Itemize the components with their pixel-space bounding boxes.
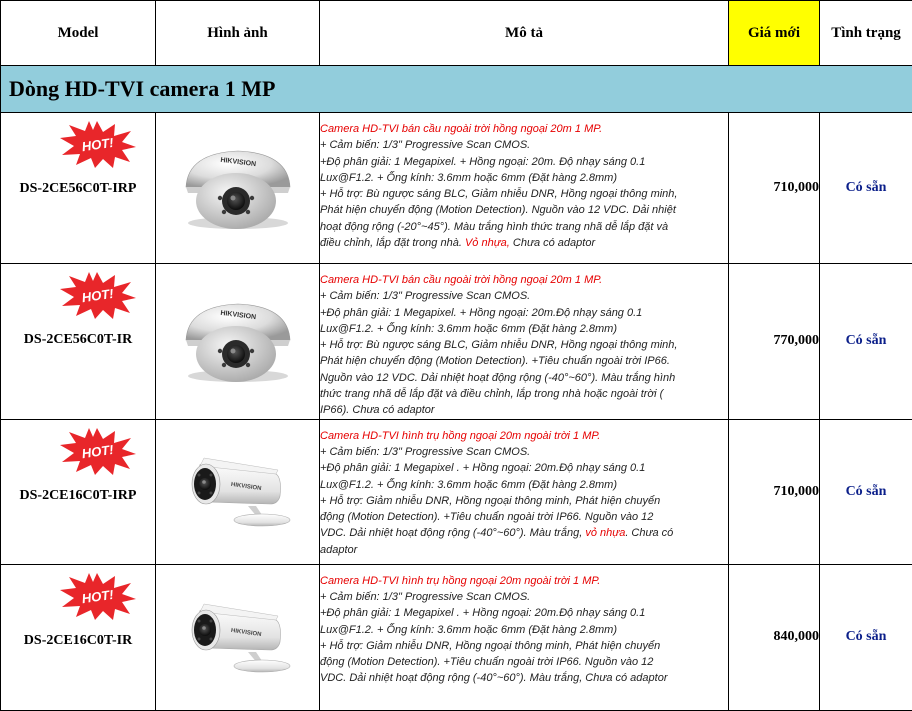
desc-line: + Cảm biến: 1/3" Progressive Scan CMOS. bbox=[320, 137, 728, 153]
dome-camera-image bbox=[178, 294, 298, 384]
desc-line: +Độ phân giải: 1 Megapixel. + Hồng ngoại: 20m.Độ nhạy sáng 0.1 bbox=[320, 305, 728, 321]
description-cell bbox=[320, 419, 729, 564]
desc-text: Chưa có adaptor bbox=[510, 237, 595, 249]
table-row bbox=[1, 113, 912, 264]
bullet-camera-image bbox=[178, 590, 298, 680]
header-description: Mô tả bbox=[320, 1, 729, 66]
table-row bbox=[1, 419, 912, 564]
desc-line: động (Motion Detection). +Tiêu chuẩn ngoài trời IP66. Nguồn vào 12 bbox=[320, 509, 728, 525]
brand-label: HIKVISION bbox=[230, 628, 261, 638]
header-image: Hình ảnh bbox=[156, 1, 320, 66]
desc-line: +Độ phân giải: 1 Megapixel. + Hồng ngoại: 20m. Độ nhạy sáng 0.1 bbox=[320, 154, 728, 170]
desc-text: điều chỉnh, lắp đặt trong nhà. bbox=[320, 237, 465, 249]
desc-line: Lux@F1.2. + Ống kính: 3.6mm hoặc 6mm (Đặt hàng 2.8mm) bbox=[320, 321, 728, 337]
description-cell bbox=[320, 264, 729, 420]
desc-line: + Hỗ trợ: Bù ngược sáng BLC, Giảm nhiễu DNR, Hồng ngoại thông minh, bbox=[320, 186, 728, 202]
price-cell: 710,000 bbox=[729, 113, 820, 264]
desc-line: Lux@F1.2. + Ống kính: 3.6mm hoặc 6mm (Đặt hàng 2.8mm) bbox=[320, 477, 728, 493]
desc-highlight: vỏ nhựa bbox=[585, 527, 625, 539]
header-status: Tình trạng bbox=[820, 1, 912, 66]
hot-badge-icon bbox=[57, 119, 137, 169]
desc-line: hoạt động rộng (-20°~45°). Màu trắng hình thức trang nhã dễ lắp đặt và bbox=[320, 219, 728, 235]
desc-line: IP66). Chưa có adaptor bbox=[320, 402, 728, 418]
desc-line: + Hỗ trợ: Giảm nhiễu DNR, Hồng ngoại thông minh, Phát hiện chuyển bbox=[320, 493, 728, 509]
model-label: DS-2CE56C0T-IR bbox=[1, 332, 155, 348]
brand-label: HIKVISION bbox=[219, 310, 255, 321]
desc-line: + Hỗ trợ: Giảm nhiễu DNR, Hồng ngoại thông minh, Phát hiện chuyển bbox=[320, 638, 728, 654]
brand-label: HIKVISION bbox=[230, 482, 261, 492]
dome-camera-image bbox=[178, 141, 298, 231]
desc-title: Camera HD-TVI hình trụ hồng ngoại 20m ngoài trời 1 MP. bbox=[320, 420, 728, 444]
desc-text: VDC. Dải nhiệt hoạt động rộng (-40°~60°). Màu trắng, bbox=[320, 527, 585, 539]
desc-text: . Chưa có bbox=[625, 527, 673, 539]
desc-title: Camera HD-TVI bán cầu ngoài trời hồng ngoại 20m 1 MP. bbox=[320, 113, 728, 137]
desc-line: thức trang nhã dễ lắp đặt và điều chỉnh, lắp trong nhà hoặc ngoài trời ( bbox=[320, 386, 728, 402]
status-cell: Có sẵn bbox=[820, 113, 912, 264]
desc-line: + Hỗ trợ: Bù ngược sáng BLC, Giảm nhiễu DNR, Hồng ngoại thông minh, bbox=[320, 337, 728, 353]
desc-line: động (Motion Detection). +Tiêu chuẩn ngoài trời IP66. Nguồn vào 12 bbox=[320, 654, 728, 670]
model-label: DS-2CE56C0T-IRP bbox=[1, 181, 155, 197]
desc-line: + Cảm biến: 1/3" Progressive Scan CMOS. bbox=[320, 288, 728, 304]
desc-line bbox=[320, 525, 728, 541]
desc-line: + Cảm biến: 1/3" Progressive Scan CMOS. bbox=[320, 444, 728, 460]
desc-line: Lux@F1.2. + Ống kính: 3.6mm hoặc 6mm (Đặt hàng 2.8mm) bbox=[320, 170, 728, 186]
desc-title: Camera HD-TVI hình trụ hồng ngoại 20m ngoài trời 1 MP. bbox=[320, 565, 728, 589]
description-cell bbox=[320, 113, 729, 264]
price-cell: 710,000 bbox=[729, 419, 820, 564]
model-cell bbox=[1, 264, 156, 420]
bullet-camera-image bbox=[178, 444, 298, 534]
status-cell: Có sẵn bbox=[820, 564, 912, 710]
description-cell bbox=[320, 564, 729, 710]
group-row bbox=[1, 66, 912, 113]
desc-highlight: Vỏ nhựa, bbox=[465, 237, 510, 249]
header-row bbox=[1, 1, 912, 66]
image-cell bbox=[156, 564, 320, 710]
status-cell: Có sẵn bbox=[820, 419, 912, 564]
group-title: Dòng HD-TVI camera 1 MP bbox=[1, 66, 912, 113]
desc-line: Phát hiện chuyển động (Motion Detection). +Tiêu chuẩn ngoài trời IP66. bbox=[320, 353, 728, 369]
hot-label: HOT! bbox=[81, 586, 115, 605]
header-model: Model bbox=[1, 1, 156, 66]
desc-line: + Cảm biến: 1/3" Progressive Scan CMOS. bbox=[320, 589, 728, 605]
image-cell bbox=[156, 264, 320, 420]
hot-label: HOT! bbox=[81, 441, 115, 460]
desc-line: VDC. Dải nhiệt hoạt động rộng (-40°~60°). Màu trắng, Chưa có adaptor bbox=[320, 670, 728, 686]
model-cell bbox=[1, 564, 156, 710]
table-row bbox=[1, 564, 912, 710]
desc-line: adaptor bbox=[320, 542, 728, 558]
model-label: DS-2CE16C0T-IR bbox=[1, 633, 155, 649]
desc-title: Camera HD-TVI bán cầu ngoài trời hồng ngoại 20m 1 MP. bbox=[320, 264, 728, 288]
image-cell bbox=[156, 113, 320, 264]
hot-label: HOT! bbox=[81, 135, 115, 154]
price-cell: 770,000 bbox=[729, 264, 820, 420]
hot-badge-icon bbox=[57, 426, 137, 476]
table-row bbox=[1, 264, 912, 420]
desc-line bbox=[320, 235, 728, 251]
desc-line: Lux@F1.2. + Ống kính: 3.6mm hoặc 6mm (Đặt hàng 2.8mm) bbox=[320, 622, 728, 638]
brand-label: HIKVISION bbox=[219, 156, 255, 167]
hot-badge-icon bbox=[57, 270, 137, 320]
hot-badge-icon bbox=[57, 571, 137, 621]
hot-label: HOT! bbox=[81, 286, 115, 305]
image-cell bbox=[156, 419, 320, 564]
desc-line: Nguồn vào 12 VDC. Dải nhiệt hoạt động rộng (-40°~60°). Màu trắng hình bbox=[320, 370, 728, 386]
desc-line: +Độ phân giải: 1 Megapixel . + Hồng ngoại: 20m.Độ nhạy sáng 0.1 bbox=[320, 460, 728, 476]
desc-line: +Độ phân giải: 1 Megapixel . + Hồng ngoại: 20m.Độ nhạy sáng 0.1 bbox=[320, 605, 728, 621]
price-cell: 840,000 bbox=[729, 564, 820, 710]
model-cell bbox=[1, 113, 156, 264]
status-cell: Có sẵn bbox=[820, 264, 912, 420]
model-cell bbox=[1, 419, 156, 564]
desc-line: Phát hiện chuyển động (Motion Detection). Nguồn vào 12 VDC. Dải nhiệt bbox=[320, 202, 728, 218]
header-price: Giá mới bbox=[729, 1, 820, 66]
model-label: DS-2CE16C0T-IRP bbox=[1, 488, 155, 504]
